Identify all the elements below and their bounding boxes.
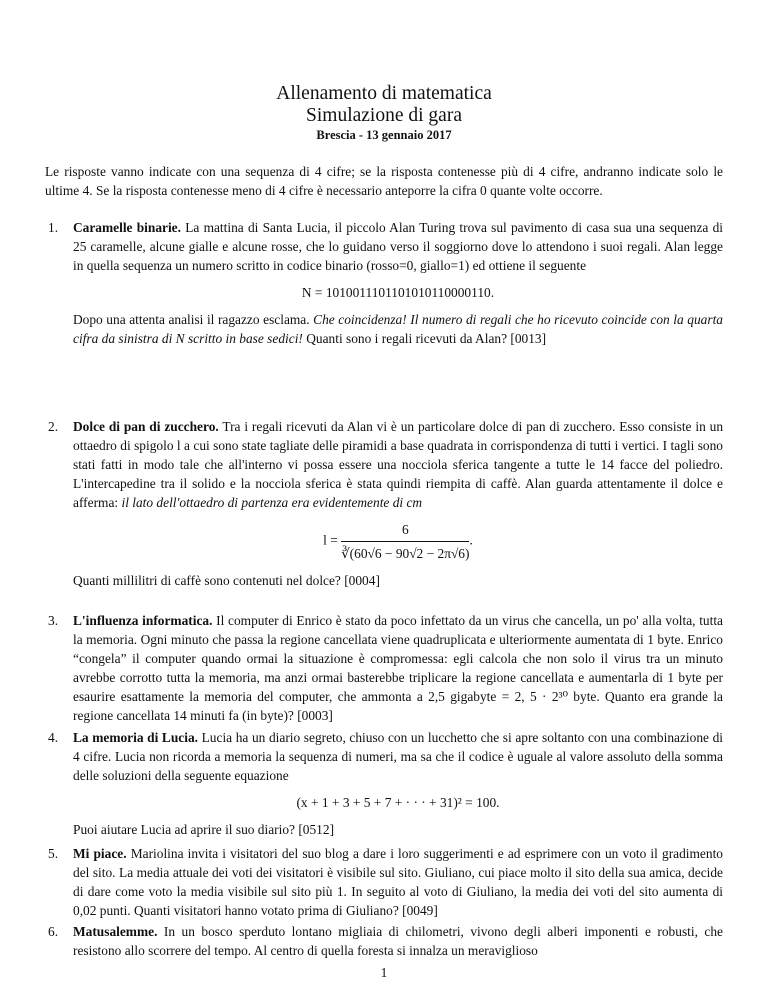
problem-text-after: Dopo una attenta analisi il ragazzo esclama.: [73, 312, 310, 327]
problem-5: [48, 844, 723, 920]
document-date: Brescia - 13 gennaio 2017: [316, 128, 452, 142]
problem-number: 6.: [48, 924, 59, 939]
problem-question: Quanti millilitri di caffè sono contenuti nel dolce? [0004]: [73, 573, 380, 588]
problem-formula: (x + 1 + 3 + 5 + 7 + · · · + 31)² = 100.: [296, 795, 500, 810]
problem-title: Mi piace.: [73, 846, 127, 861]
formula-numerator: 6: [341, 520, 469, 542]
problem-text: Tra i regali ricevuti da Alan vi è un particolare dolce di pan di zucchero. Esso consiste in un ottaedro di spigolo l a cui sono state tagliate delle piramidi a base quadrata in corrispondenza di tutti i vertici. I tagli sono stati fatti in modo tale che all'interno vi possa essere una nocciola sferica tangente a tutte le 14 facce del poliedro. L'intercapedine tra il solido e la nocciola sferica è stata quindi riempita di caffè. Alan guarda attentamente il dolce e afferma:: [73, 419, 724, 510]
problem-text: Il computer di Enrico è stato da poco infettato da un virus che cancella, un po' alla volta, tutta la memoria. Ogni minuto che passa la regione cancellata viene quadruplicata e ulteriormente aumentata di 1 byte. Enrico “congela” il computer quando ormai la situazione è compromessa: egli calcola che non solo il virus tra un minuto avrebbe corrotto tutta la memoria, ma anzi ormai basterebbe triplicare la regione cancellata e aumentarla di 1 byte per esaurire esattamente la memoria del computer, che ammonta a 2,5 gigabyte = 2, 5 · 2³⁰ byte. Quanto era grande la regione cancellata 14 minuti fa (in byte)? [0003]: [73, 613, 724, 723]
problem-number: 3.: [48, 613, 59, 628]
problem-6: [48, 922, 723, 960]
formula-lhs: l =: [323, 532, 338, 548]
instructions-paragraph: Le risposte vanno indicate con una sequenza di 4 cifre; se la risposta contenesse più di 4 cifre, andranno indicate solo le ultime 4. Se la risposta contenesse meno di 4 cifre è necessario anteporre la cifra 0 quante volte occorre.: [45, 164, 723, 198]
formula-fraction: [341, 520, 469, 563]
problem-question: Quanti sono i regali ricevuti da Alan? [0013]: [306, 331, 547, 346]
problem-text: Mariolina invita i visitatori del suo blog a dare i loro suggerimenti e ad esprimere con un voto il gradimento del sito. La media attuale dei voti dei visitatori è visibile sul sito. Giuliano, cui piace molto il sito della sua amica, decide di dare come voto la media visibile sul sito più 1. In seguito al voto di Giuliano, la media dei voti del sito aumenta di 0,02 punti. Quanti visitatori hanno votato prima di Giuliano? [0049]: [73, 846, 723, 918]
problem-quote: Che coincidenza! Il numero di regali che ho ricevuto coincide con la quarta cifra da sinistra di N scritto in base sedici!: [73, 312, 723, 346]
formula-denominator: ∛(60√6 − 90√2 − 2π√6): [341, 546, 470, 561]
problem-title: L'influenza informatica.: [73, 613, 213, 628]
document-title: Allenamento di matematica: [276, 83, 492, 104]
problem-title: La memoria di Lucia.: [73, 730, 199, 745]
problem-1: [48, 218, 723, 348]
problem-4: [48, 728, 723, 839]
problem-title: Matusalemme.: [73, 924, 158, 939]
page-number: 1: [380, 965, 388, 980]
problem-number: 5.: [48, 846, 59, 861]
problem-quote: il lato dell'ottaedro di partenza era evidentemente di cm: [121, 495, 423, 510]
problem-text: Lucia ha un diario segreto, chiuso con un lucchetto che si apre soltanto con una combinazione di 4 cifre. Lucia non ricorda a memoria la sequenza di numeri, ma sa che il codice è uguale al valore assoluto della somma delle soluzioni della seguente equazione: [73, 730, 723, 783]
problem-title: Caramelle binarie.: [73, 220, 181, 235]
problem-3: [48, 611, 723, 725]
problem-formula: l = $\frac{6}{∛(60√6 - 90√2 - 2\pi√6)}$ .: [323, 522, 473, 561]
problem-2: [48, 417, 723, 590]
problem-formula: N = 1010011101101010110000110.: [301, 285, 495, 300]
problem-title: Dolce di pan di zucchero.: [73, 419, 219, 434]
problem-number: 1.: [48, 220, 59, 235]
problem-text: In un bosco sperduto lontano migliaia di chilometri, vivono degli alberi imponenti e robusti, che resistono allo scorrere del tempo. Al centro di quella foresta si innalza un meraviglioso: [73, 924, 723, 958]
problem-question: Puoi aiutare Lucia ad aprire il suo diario? [0512]: [73, 822, 335, 837]
document-subtitle-line: Simulazione di gara: [306, 105, 462, 126]
problem-text: La mattina di Santa Lucia, il piccolo Alan Turing trova sul pavimento di casa sua una sequenza di 25 caramelle, alcune gialle e alcune rosse, che lo guidano verso il soggiorno dove lo attendono i suoi regali. Alan legge in quella sequenza un numero scritto in codice binario (rosso=0, giallo=1) ed ottiene il seguente: [73, 220, 723, 273]
problem-number: 2.: [48, 419, 59, 434]
problem-number: 4.: [48, 730, 59, 745]
